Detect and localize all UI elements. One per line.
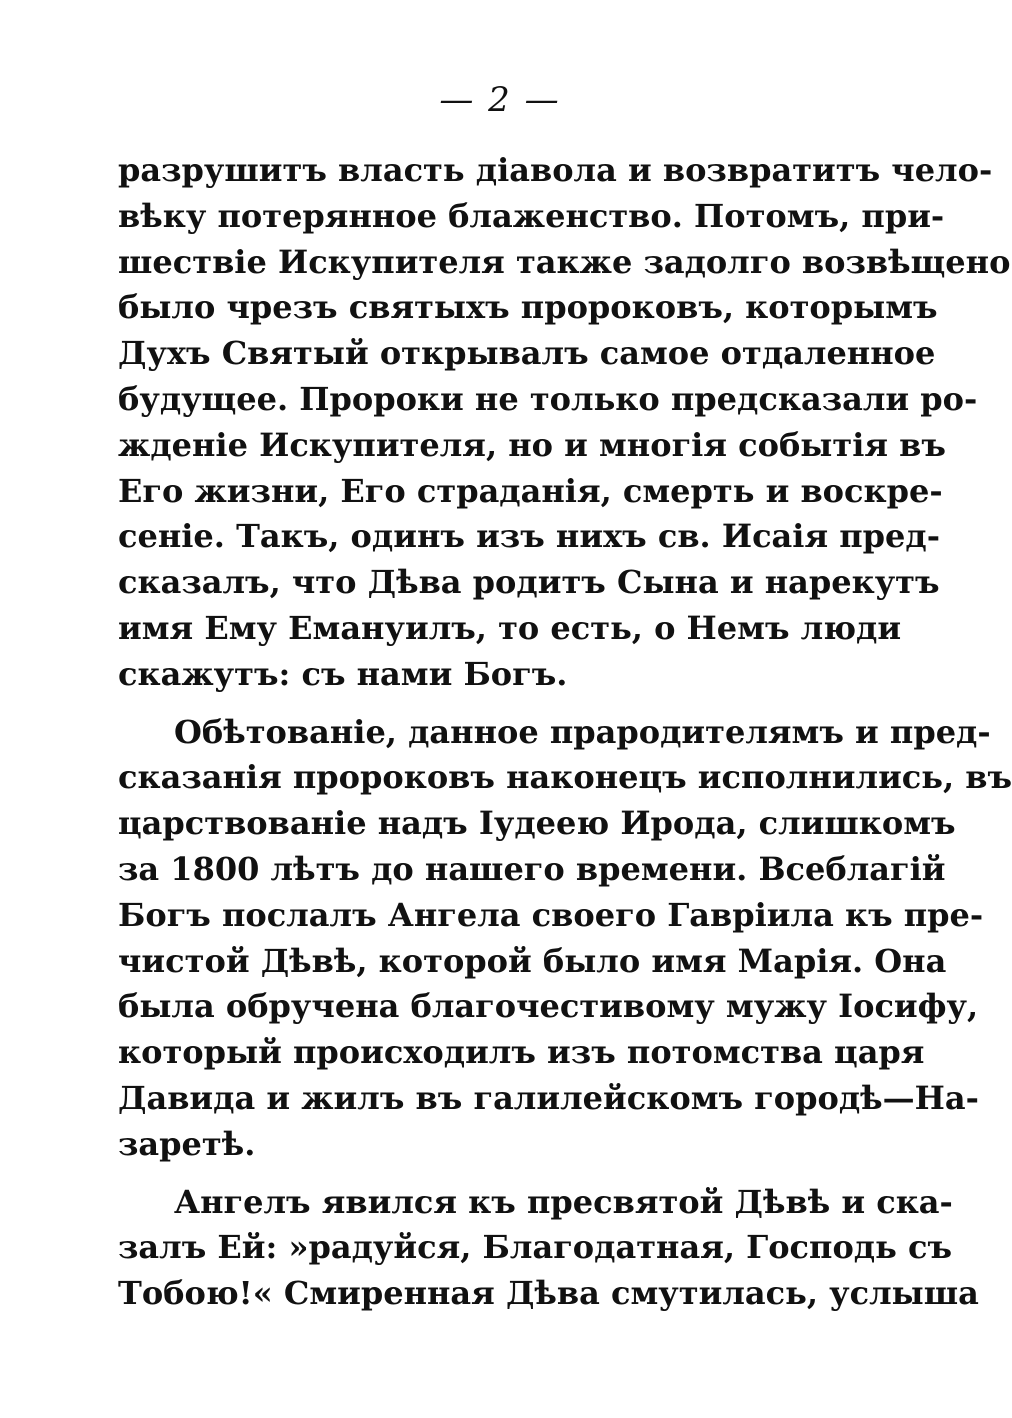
- body-text: [118, 148, 1012, 1317]
- text-line: Ангелъ явился къ пресвятой Дѣвѣ и ска-: [174, 1182, 953, 1221]
- text-line: чистой Дѣвѣ, которой было имя Марія. Она: [118, 941, 947, 980]
- text-line: за 1800 лѣтъ до нашего времени. Всеблагій: [118, 849, 946, 888]
- text-line: скажутъ: съ нами Богъ.: [118, 654, 568, 693]
- text-line: сказанія пророковъ наконецъ исполнились, въ: [118, 758, 1012, 797]
- text-line: вѣку потерянное блаженство. Потомъ, при-: [118, 196, 945, 235]
- paragraph-3: [118, 1180, 979, 1317]
- text-line: царствованіе надъ Іудеею Ирода, слишкомъ: [118, 804, 956, 843]
- text-line: Обѣтованіе, данное прародителямъ и пред-: [174, 712, 991, 751]
- text-line: была обручена благочестивому мужу Іосифу,: [118, 987, 979, 1026]
- text-line: заретѣ.: [118, 1124, 256, 1163]
- text-line: сеніе. Такъ, одинъ изъ нихъ св. Исаія пред-: [118, 517, 940, 556]
- paragraph-gap: [118, 698, 838, 710]
- paragraph-2: [118, 710, 1012, 1168]
- paragraph-1: [118, 148, 1011, 698]
- text-line: Духъ Святый открывалъ самое отдаленное: [118, 334, 936, 373]
- page-number: — 2 —: [439, 80, 561, 120]
- text-line: сказалъ, что Дѣва родитъ Сына и нарекутъ: [118, 563, 940, 602]
- text-line: Тобою!« Смиренная Дѣва смутилась, услыша: [118, 1274, 979, 1313]
- text-line: залъ Ей: »радуйся, Благодатная, Господь съ: [118, 1228, 953, 1267]
- text-line: будущее. Пророки не только предсказали ро-: [118, 379, 978, 418]
- text-line: имя Ему Емануилъ, то есть, о Немъ люди: [118, 608, 902, 647]
- text-line: разрушитъ власть діавола и возвратитъ чело-: [118, 151, 993, 189]
- text-line: Давида и жилъ въ галилейскомъ городѣ—На-: [118, 1078, 979, 1117]
- text-line: Богъ послалъ Ангела своего Гавріила къ пре-: [118, 895, 984, 934]
- text-line: который происходилъ изъ потомства царя: [118, 1033, 925, 1072]
- text-line: Его жизни, Его страданія, смерть и воскре-: [118, 471, 943, 510]
- text-line: было чрезъ святыхъ пророковъ, которымъ: [118, 288, 938, 327]
- text-line: шествіе Искупителя также задолго возвѣщено: [118, 242, 1011, 281]
- text-line: жденіе Искупителя, но и многія событія въ: [118, 425, 946, 464]
- paragraph-gap: [118, 1168, 838, 1180]
